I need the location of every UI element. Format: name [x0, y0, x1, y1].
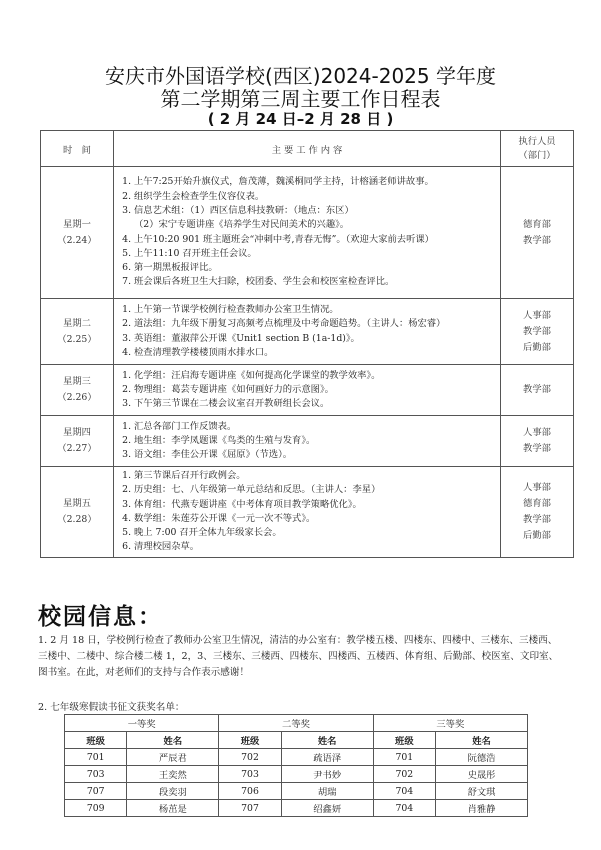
task-item: 3. 信息艺术组：（1）西区信息科技教研：（地点：东区） （2）宋宁专题讲座《培养学生对民间美术的兴趣》。: [134, 204, 496, 233]
task-item: 4. 上午10:20 901 班主题班会“冲刺中考,青春无悔”。（欢迎大家前去听课）: [134, 233, 496, 247]
task-item: 5. 晚上 7:00 召开全体九年级家长会。: [134, 526, 496, 540]
award-class: 706: [219, 783, 281, 800]
day-date: （2.27）: [57, 443, 97, 454]
second-prize-header: 二等奖: [219, 715, 373, 732]
award-student-name: 段奕羽: [127, 783, 219, 800]
day-name: 星期二: [63, 317, 91, 329]
exec-department: 后勤部: [523, 341, 551, 353]
award-class: 709: [65, 800, 127, 817]
exec-department: 人事部: [523, 481, 551, 493]
award-student-name: 王奕然: [127, 766, 219, 783]
award-class: 703: [65, 766, 127, 783]
task-item: 3. 语文组：李佳公开课《屈原》（节选）。: [134, 448, 496, 462]
award-class: 707: [65, 783, 127, 800]
exec-department: 教学部: [523, 443, 551, 454]
class-header: 班级: [219, 732, 281, 749]
name-header: 姓名: [281, 732, 373, 749]
exec-department: 教学部: [523, 325, 551, 337]
day-name: 星期五: [63, 497, 91, 509]
task-list: [120, 420, 496, 463]
task-item: 1. 汇总各部门工作反馈表。: [134, 420, 496, 434]
header-time: [41, 131, 114, 167]
name-header: 姓名: [436, 732, 528, 749]
class-header: 班级: [373, 732, 435, 749]
award-class: 707: [219, 800, 281, 817]
content-cell: [114, 365, 501, 416]
exec-department: 教学部: [523, 513, 551, 525]
content-cell: [114, 416, 501, 467]
schedule-header-row: [41, 131, 574, 167]
award-class: 704: [373, 783, 435, 800]
task-item: 1. 第三节课后召开行政例会。: [134, 469, 496, 483]
task-item: 2. 地生组：李学凤题课《鸟类的生殖与发育》。: [134, 434, 496, 448]
exec-department: 人事部: [523, 309, 551, 321]
task-item: 3. 下午第三节课在二楼会议室召开教研组长会议。: [134, 397, 496, 411]
award-student-name: 杨茁是: [127, 800, 219, 817]
task-list: [120, 303, 496, 360]
page-subtitle: 第二学期第三周主要工作日程表: [160, 87, 441, 111]
exec-department: 人事部: [523, 427, 551, 438]
award-row: [65, 800, 528, 817]
day-date: （2.26）: [57, 392, 97, 403]
page-title: 安庆市外国语学校(西区)2024-2025 学年度: [105, 64, 496, 88]
campus-news-1: 1. 2 月 18 日，学校例行检查了教师办公室卫生情况，清洁的办公室有：教学楼五楼、四楼东、四楼中、三楼东、三楼西、三楼中、二楼中、综合楼二楼 1，2，3、三楼东、三楼西、四楼东、四楼西、五楼西、体育组、后勤部、校医室、文印室、图书室。在此，对老师们的支持与合作表示感谢！: [38, 635, 559, 678]
date-range: ( 2 月 24 日–2 月 28 日 ): [207, 110, 394, 128]
schedule-row: [41, 467, 574, 558]
exec-department: 教学部: [523, 234, 551, 246]
task-item: 6. 清理校园杂草。: [134, 540, 496, 554]
header-content-label: 主 要 工 作 内 容: [271, 144, 343, 156]
exec-cell: [501, 365, 574, 416]
schedule-row: [41, 365, 574, 416]
task-item: 7. 班会课后各班卫生大扫除，校团委、学生会和校医室检查评比。: [134, 275, 496, 289]
task-item: 2. 历史组：七、八年级第一单元总结和反思。（主讲人：李星）: [134, 483, 496, 497]
task-item: 1. 上午第一节课学校例行检查教师办公室卫生情况。: [134, 303, 496, 317]
schedule-row: [41, 167, 574, 299]
award-class: 703: [219, 766, 281, 783]
schedule-table: [40, 130, 574, 558]
campus-news-2: 2. 七年级寒假读书征文获奖名单：: [38, 702, 185, 713]
header-exec-line1: 执行人员: [518, 135, 556, 147]
task-item: 6. 第一期黑板报评比。: [134, 261, 496, 275]
header-content: [114, 131, 501, 167]
exec-cell: [501, 416, 574, 467]
task-list: [120, 175, 496, 289]
exec-cell: [501, 299, 574, 365]
exec-department: 后勤部: [523, 529, 551, 541]
day-cell: [41, 299, 114, 365]
day-name: 星期一: [63, 218, 91, 230]
award-student-name: 阮德浩: [436, 749, 528, 766]
content-cell: [114, 299, 501, 365]
day-cell: [41, 416, 114, 467]
award-student-name: 舒文琪: [436, 783, 528, 800]
content-cell: [114, 167, 501, 299]
award-student-name: 肖雅静: [436, 800, 528, 817]
award-row: [65, 783, 528, 800]
awards-prize-row: [65, 715, 528, 732]
third-prize-header: 三等奖: [373, 715, 527, 732]
header-exec: [501, 131, 574, 167]
day-date: （2.28）: [57, 513, 97, 525]
awards-subheader-row: [65, 732, 528, 749]
day-name: 星期四: [63, 427, 91, 438]
task-item: 5. 上午11:10 召开班主任会议。: [134, 247, 496, 261]
task-item: 3. 体育组：代燕专题讲座《中考体育项目教学策略优化》。: [134, 498, 496, 512]
day-cell: [41, 467, 114, 558]
award-student-name: 绍鑫妍: [281, 800, 373, 817]
day-cell: [41, 167, 114, 299]
award-class: 701: [373, 749, 435, 766]
award-student-name: 史晟彤: [436, 766, 528, 783]
exec-cell: [501, 167, 574, 299]
task-list: [120, 369, 496, 412]
task-item: 1. 化学组：汪启海专题讲座《如何提高化学课堂的教学效率》。: [134, 369, 496, 383]
task-item: 2. 物理组：葛芸专题讲座《如何画好力的示意图》。: [134, 383, 496, 397]
day-date: （2.24）: [57, 234, 97, 246]
first-prize-header: 一等奖: [65, 715, 219, 732]
task-item: 2. 道法组：九年级下册复习高频考点梳理及中考命题趋势。（主讲人：杨宏睿）: [134, 317, 496, 331]
schedule-row: [41, 299, 574, 365]
award-class: 702: [373, 766, 435, 783]
day-date: （2.25）: [57, 333, 97, 345]
award-student-name: 胡瑞: [281, 783, 373, 800]
campus-info-heading: 校园信息：: [38, 604, 163, 630]
schedule-row: [41, 416, 574, 467]
award-student-name: 疏语泽: [281, 749, 373, 766]
award-class: 702: [219, 749, 281, 766]
content-cell: [114, 467, 501, 558]
award-class: 701: [65, 749, 127, 766]
exec-department: 教学部: [523, 384, 551, 395]
header-exec-line2: （部门）: [518, 149, 556, 161]
task-item: 1. 上午7:25开始升旗仪式，詹茂薄，魏溪桐同学主持，计榕涵老师讲故事。: [134, 175, 496, 189]
task-item: 3. 英语组：董淑萍公开课《Unit1 section B (1a-1d)》。: [134, 332, 496, 346]
day-cell: [41, 365, 114, 416]
award-row: [65, 749, 528, 766]
class-header: 班级: [65, 732, 127, 749]
name-header: 姓名: [127, 732, 219, 749]
award-class: 704: [373, 800, 435, 817]
task-list: [120, 469, 496, 555]
task-item: 4. 检查清理教学楼楼顶雨水排水口。: [134, 346, 496, 360]
exec-department: 德育部: [523, 497, 551, 509]
award-student-name: 严辰君: [127, 749, 219, 766]
award-student-name: 尹书妙: [281, 766, 373, 783]
awards-table: [64, 714, 528, 817]
exec-cell: [501, 467, 574, 558]
day-name: 星期三: [63, 376, 91, 387]
task-item: 4. 数学组：朱莲芬公开课《一元一次不等式》。: [134, 512, 496, 526]
header-time-label: 时 间: [63, 144, 91, 156]
award-row: [65, 766, 528, 783]
task-item: 2. 组织学生会检查学生仪容仪表。: [134, 190, 496, 204]
exec-department: 德育部: [523, 218, 551, 230]
